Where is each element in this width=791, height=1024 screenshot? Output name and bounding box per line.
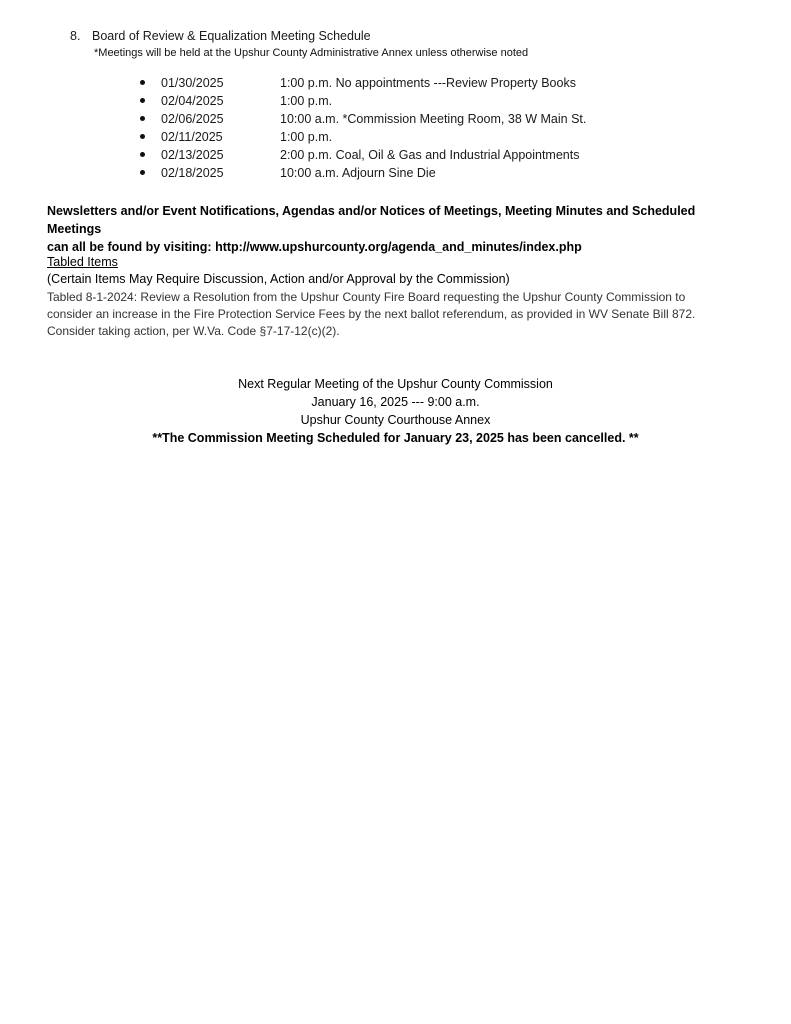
schedule-date: 02/11/2025 (161, 130, 223, 144)
schedule-date: 01/30/2025 (161, 76, 224, 90)
schedule-date: 02/04/2025 (161, 94, 224, 108)
tabled-items-body (47, 289, 747, 340)
schedule-desc: 1:00 p.m. (280, 94, 333, 108)
schedule-desc: 1:00 p.m. (280, 130, 333, 144)
bullet-icon (140, 80, 145, 85)
schedule-date: 02/13/2025 (161, 148, 224, 162)
schedule-desc: 2:00 p.m. Coal, Oil & Gas and Industrial Appointments (280, 148, 580, 162)
tabled-items-subheading: (Certain Items May Require Discussion, Action and/or Approval by the Commission) (47, 272, 510, 286)
schedule-desc: 1:00 p.m. No appointments ---Review Property Books (280, 76, 576, 90)
bullet-icon (140, 98, 145, 103)
next-meeting-datetime: January 16, 2025 --- 9:00 a.m. (311, 395, 480, 409)
tabled-body-line-1: Tabled 8-1-2024: Review a Resolution from the Upshur County Fire Board requesting the Upshur County Commission to (47, 290, 686, 304)
newsletters-line-2: can all be found by visiting: http://www.upshurcounty.org/agenda_and_minutes/index.php (47, 240, 582, 254)
bullet-icon (140, 152, 145, 157)
bullet-icon (140, 134, 145, 139)
schedule-date: 02/06/2025 (161, 112, 224, 126)
newsletters-notice (47, 202, 747, 256)
next-meeting-block (0, 375, 791, 447)
item-number: 8. (70, 29, 81, 43)
agenda-item-8 (70, 29, 371, 43)
item-title: Board of Review & Equalization Meeting Schedule (92, 29, 371, 43)
next-meeting-location: Upshur County Courthouse Annex (300, 413, 491, 427)
bullet-icon (140, 116, 145, 121)
next-meeting-title: Next Regular Meeting of the Upshur County Commission (238, 377, 553, 391)
schedule-desc: 10:00 a.m. *Commission Meeting Room, 38 W Main St. (280, 112, 587, 126)
tabled-body-line-2: consider an increase in the Fire Protection Service Fees by the next ballot referendum, as provided in WV Senate Bill 872. (47, 307, 696, 321)
bullet-icon (140, 170, 145, 175)
tabled-items-heading: Tabled Items (47, 255, 118, 269)
newsletters-line-1: Newsletters and/or Event Notifications, Agendas and/or Notices of Meetings, Meeting Minutes and Scheduled Meetings (47, 204, 696, 236)
schedule-date: 02/18/2025 (161, 166, 224, 180)
tabled-body-line-3: Consider taking action, per W.Va. Code §7-17-12(c)(2). (47, 324, 340, 338)
cancellation-notice: **The Commission Meeting Scheduled for January 23, 2025 has been cancelled. ** (152, 431, 639, 445)
schedule-desc: 10:00 a.m. Adjourn Sine Die (280, 166, 436, 180)
meeting-location-note: *Meetings will be held at the Upshur County Administrative Annex unless otherwise noted (94, 47, 529, 59)
